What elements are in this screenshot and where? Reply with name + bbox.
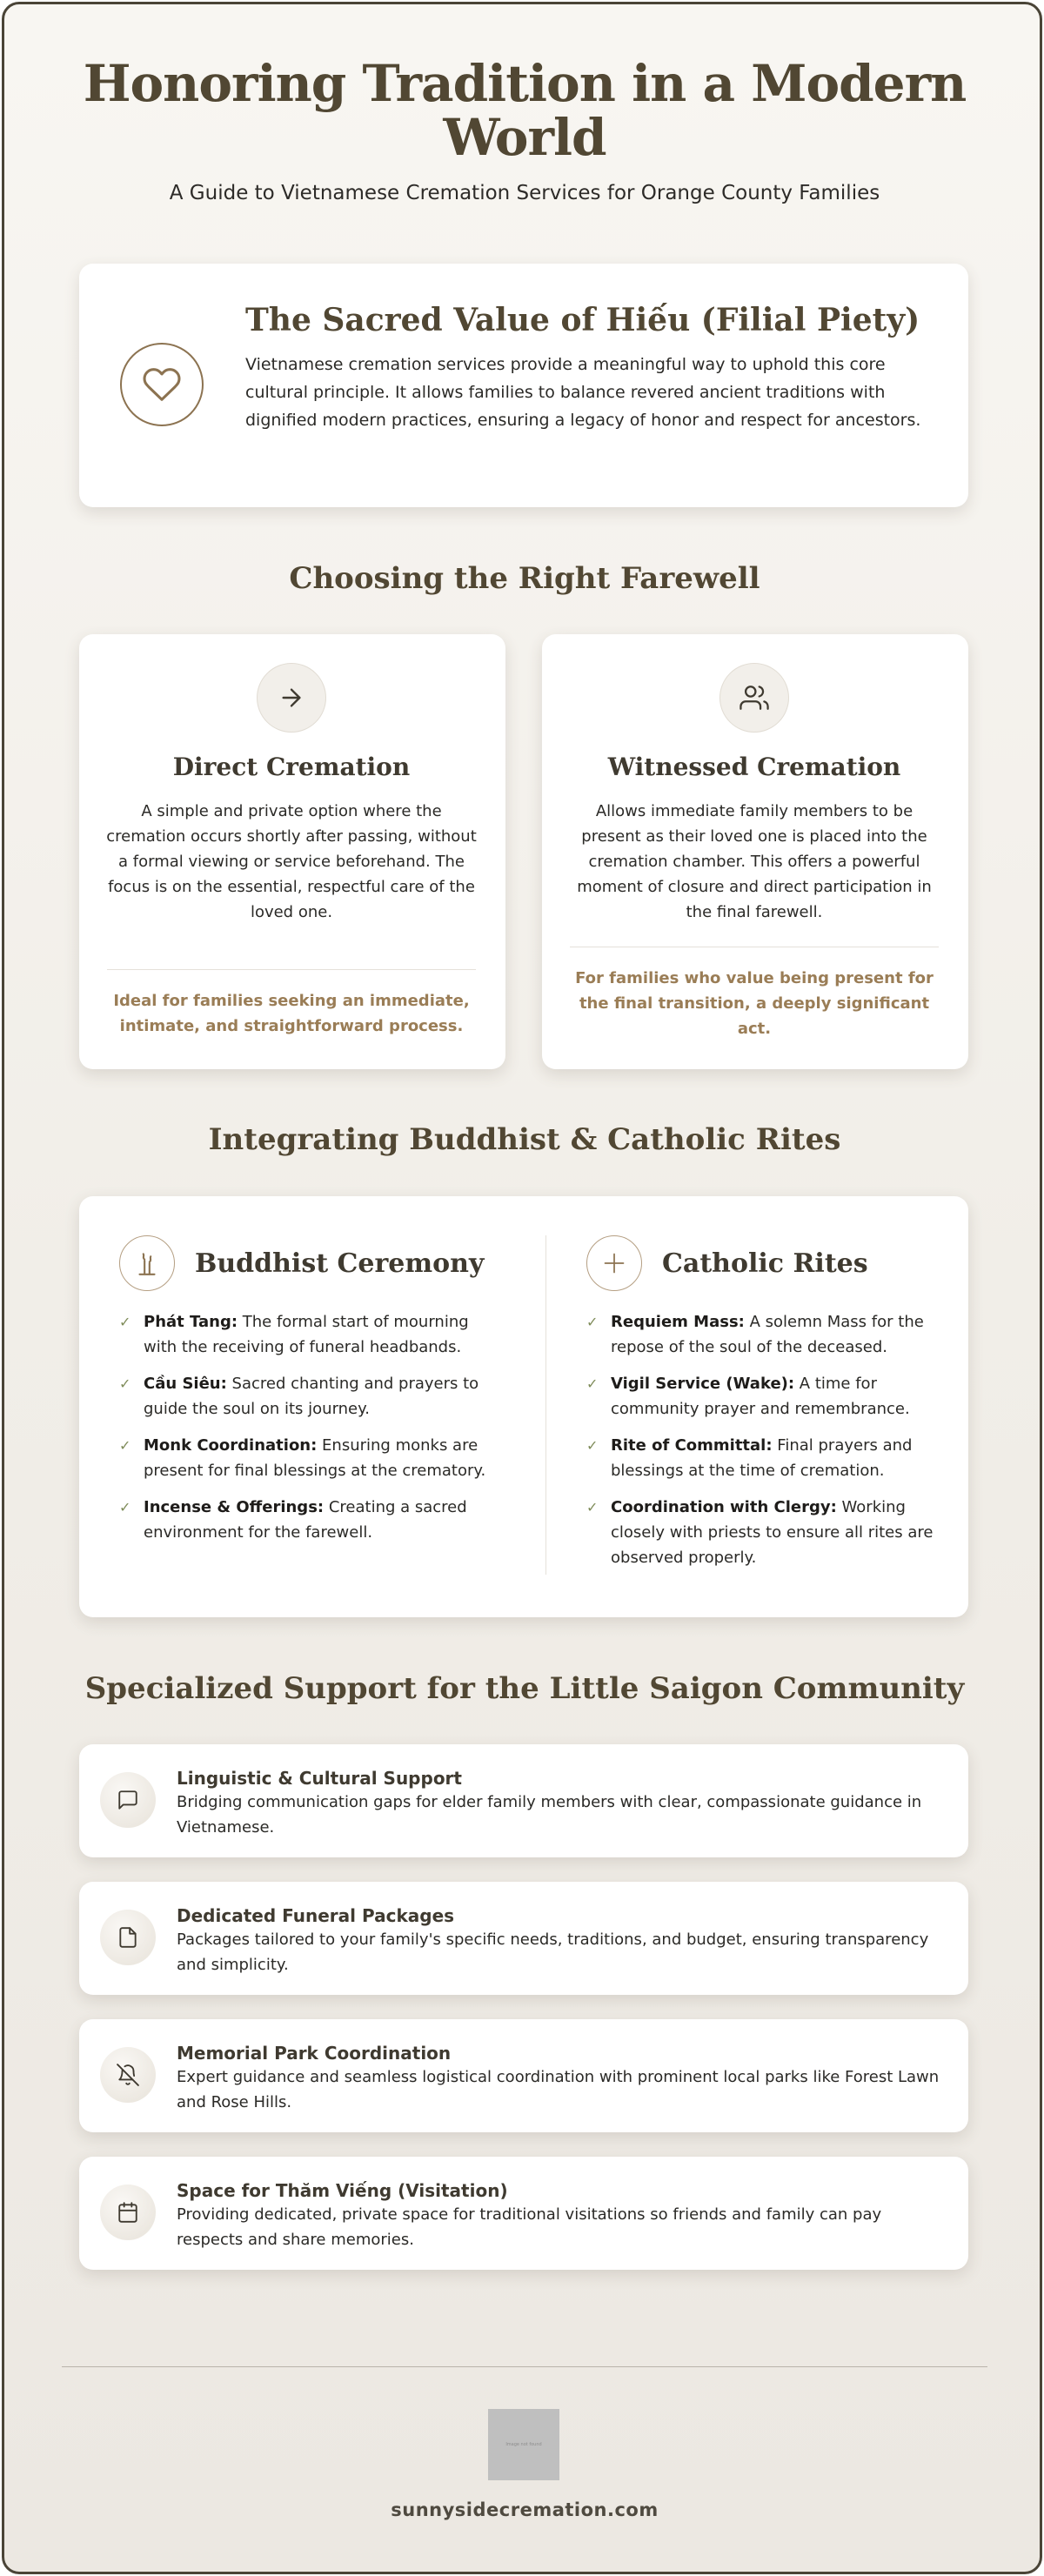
list-item: [586, 1495, 960, 1570]
check-icon: ✓: [586, 1499, 599, 1515]
list-item: [586, 1433, 960, 1483]
logo-placeholder-text: Image not found: [505, 2442, 542, 2447]
support-description: Bridging communication gaps for elder family members with clear, compassionate guidance in Vietnamese.: [177, 1793, 922, 1837]
list-item: [586, 1371, 960, 1422]
calendar-icon: [100, 2185, 156, 2240]
catholic-rites-title: Catholic Rites: [662, 1248, 868, 1279]
list-item: [119, 1371, 493, 1422]
incense-icon: [119, 1235, 175, 1291]
footer-divider: [62, 2366, 987, 2367]
witnessed-cremation-description: Allows immediate family members to be present as their loved one is placed into the cremation chamber. This offers a powerful moment of closure and direct participation in the final farewell.: [577, 802, 932, 921]
users-icon: [719, 663, 789, 733]
farewell-section-title: Choosing the Right Farewell: [289, 561, 760, 596]
catholic-column: [546, 1196, 981, 1617]
website-link[interactable]: sunnysidecremation.com: [391, 2499, 659, 2520]
item-text: Working closely with priests to ensure all rites are observed properly.: [611, 1498, 934, 1567]
item-term: Requiem Mass:: [611, 1313, 745, 1331]
support-section-title: Specialized Support for the Little Saigon Community: [84, 1671, 965, 1706]
company-logo: [488, 2409, 559, 2480]
catholic-rites-list: [586, 1309, 960, 1582]
support-title: Memorial Park Coordination: [177, 2043, 452, 2064]
list-item: [119, 1433, 493, 1483]
direct-cremation-description: A simple and private option where the cremation occurs shortly after passing, without a formal viewing or service beforehand. The focus is on the essential, respectful care of the loved one.: [106, 802, 477, 921]
heart-icon: [120, 343, 204, 426]
item-text: Sacred chanting and prayers to guide the soul on its journey.: [144, 1375, 479, 1418]
item-text: Ensuring monks are present for final blessings at the crematory.: [144, 1436, 486, 1480]
bell-off-icon: [100, 2047, 156, 2103]
support-description: Packages tailored to your family's specific needs, traditions, and budget, ensuring transparency and simplicity.: [177, 1930, 929, 1974]
witnessed-cremation-title: Witnessed Cremation: [607, 753, 901, 781]
support-card-memorial-park: [79, 2019, 968, 2132]
direct-cremation-title: Direct Cremation: [172, 753, 411, 781]
page-title: Honoring Tradition in a Modern World: [83, 54, 967, 167]
check-icon: ✓: [586, 1314, 599, 1330]
item-term: Phát Tang:: [144, 1313, 238, 1331]
support-card-visitation: [79, 2157, 968, 2270]
document-icon: [100, 1910, 156, 1965]
rites-section-title: Integrating Buddhist & Catholic Rites: [208, 1122, 841, 1157]
support-title: Space for Thăm Viếng (Visitation): [177, 2180, 508, 2201]
filial-piety-card: [79, 264, 968, 507]
check-icon: ✓: [586, 1437, 599, 1454]
check-icon: ✓: [119, 1499, 131, 1515]
check-icon: ✓: [119, 1375, 131, 1392]
arrow-right-icon: [257, 663, 326, 733]
support-title: Dedicated Funeral Packages: [177, 1905, 455, 1926]
buddhist-ceremony-title: Buddhist Ceremony: [195, 1248, 485, 1279]
buddhist-column: [79, 1196, 514, 1617]
witnessed-cremation-card: [542, 634, 968, 1069]
item-text: A time for community prayer and remembrance.: [611, 1375, 910, 1418]
check-icon: ✓: [586, 1375, 599, 1392]
item-term: Rite of Committal:: [611, 1436, 773, 1455]
page-frame: [2, 2, 1042, 2574]
item-term: Coordination with Clergy:: [611, 1498, 837, 1516]
list-item: [119, 1309, 493, 1360]
support-title: Linguistic & Cultural Support: [177, 1768, 462, 1789]
item-term: Cầu Siêu:: [144, 1375, 227, 1393]
support-card-packages: [79, 1882, 968, 1995]
check-icon: ✓: [119, 1437, 131, 1454]
filial-piety-text: Vietnamese cremation services provide a meaningful way to uphold this core cultural principle. It allows families to balance revered ancient traditions with dignified modern practices, ensuring a legacy of honor and respect for ancestors.: [245, 355, 921, 430]
witnessed-cremation-note: For families who value being present for the final transition, a deeply significant act.: [575, 969, 934, 1038]
item-text: Creating a sacred environment for the farewell.: [144, 1498, 467, 1542]
check-icon: ✓: [119, 1314, 131, 1330]
divider: [107, 969, 476, 970]
cross-icon: [586, 1235, 642, 1291]
support-card-linguistic: [79, 1744, 968, 1857]
list-item: [119, 1495, 493, 1545]
direct-cremation-note: Ideal for families seeking an immediate, intimate, and straightforward process.: [113, 992, 470, 1035]
filial-piety-heading: The Sacred Value of Hiếu (Filial Piety): [245, 302, 920, 338]
item-term: Incense & Offerings:: [144, 1498, 325, 1516]
item-text: A solemn Mass for the repose of the soul of the deceased.: [611, 1313, 924, 1356]
list-item: [586, 1309, 960, 1360]
support-description: Providing dedicated, private space for traditional visitations so friends and family can pay respects and share memories.: [177, 2205, 882, 2249]
page-subtitle: A Guide to Vietnamese Cremation Services for Orange County Families: [169, 182, 880, 204]
item-term: Monk Coordination:: [144, 1436, 318, 1455]
item-term: Vigil Service (Wake):: [611, 1375, 795, 1393]
buddhist-rites-list: [119, 1309, 493, 1556]
item-text: The formal start of mourning with the receiving of funeral headbands.: [144, 1313, 469, 1356]
rites-card: [79, 1196, 968, 1617]
item-text: Final prayers and blessings at the time of cremation.: [611, 1436, 913, 1480]
support-description: Expert guidance and seamless logistical coordination with prominent local parks like Forest Lawn and Rose Hills.: [177, 2068, 940, 2111]
message-icon: [100, 1772, 156, 1828]
direct-cremation-card: [79, 634, 505, 1069]
